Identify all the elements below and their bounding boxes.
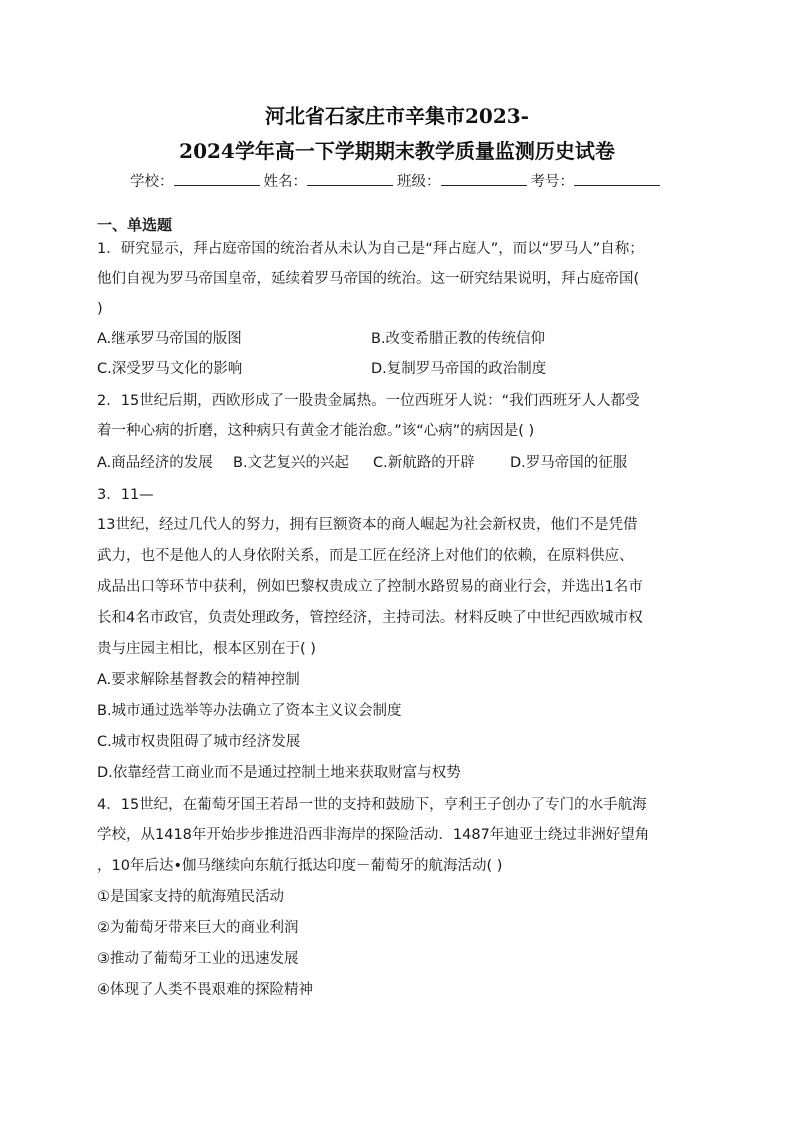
q4-stem-line: 学校，从1418年开始步步推进沿西非海岸的探险活动．1487年迪亚士绕过非洲好望角	[97, 827, 650, 843]
student-info-row	[0, 171, 794, 192]
q4-item-2: ②为葡萄牙带来巨大的商业利润	[97, 920, 299, 936]
q3-stem-line: 成品出口等环节中获利，例如巴黎权贵成立了控制水路贸易的商业行会，并选出1名市	[97, 579, 643, 595]
exam-title-line1: 河北省石家庄市辛集市2023-	[265, 104, 529, 128]
q3-option-d: D.依靠经营工商业而不是通过控制土地来获取财富与权势	[97, 765, 461, 781]
q3-stem-line: 13世纪，经过几代人的努力，拥有巨额资本的商人崛起为社会新权贵，他们不是凭借	[97, 517, 638, 533]
exam-number-label: 考号：	[530, 174, 574, 190]
q1-option-c: C.深受罗马文化的影响	[97, 361, 243, 377]
q2-stem-line: 着一种心病的折磨，这种病只有黄金才能治愈。”该“心病”的病因是( )	[97, 423, 535, 439]
q4-stem-line: 4．15世纪，在葡萄牙国王若昂一世的支持和鼓励下，亨利王子创办了专门的水手航海	[97, 797, 647, 813]
q1-stem-line: 1．研究显示，拜占庭帝国的统治者从未认为自己是“拜占庭人”，而以“罗马人”自称；	[97, 241, 644, 257]
q3-option-a: A.要求解除基督教会的精神控制	[97, 672, 300, 688]
q1-stem-line: 他们自视为罗马帝国皇帝，延续着罗马帝国的统治。这一研究结果说明，拜占庭帝国(	[97, 271, 640, 287]
q1-option-d: D.复制罗马帝国的政治制度	[371, 361, 547, 377]
q4-item-4: ④体现了人类不畏艰难的探险精神	[97, 982, 313, 998]
school-label: 学校：	[130, 174, 174, 190]
exam-title-line2: 2024学年高一下学期期末教学质量监测历史试卷	[179, 139, 615, 163]
class-label: 班级：	[397, 174, 441, 190]
q4-stem-line: ，10年后达•伽马继续向东航行抵达印度－葡萄牙的航海活动( )	[97, 858, 503, 874]
q2-option-c: C.新航路的开辟	[373, 455, 475, 471]
q3-stem-line: 长和4名市政官，负责处理政务，管控经济，主持司法。材料反映了中世纪西欧城市权	[97, 610, 643, 626]
q1-stem-line: )	[97, 301, 103, 317]
name-label: 姓名：	[263, 174, 307, 190]
q1-option-b: B.改变希腊正教的传统信仰	[371, 331, 546, 347]
class-blank[interactable]	[441, 171, 527, 186]
q3-option-b: B.城市通过选举等办法确立了资本主义议会制度	[97, 703, 402, 719]
school-blank[interactable]	[174, 171, 260, 186]
name-blank[interactable]	[307, 171, 393, 186]
q2-option-d: D.罗马帝国的征服	[510, 455, 628, 471]
q2-stem-line: 2．15世纪后期，西欧形成了一股贵金属热。一位西班牙人说：“我们西班牙人人都受	[97, 393, 640, 409]
q3-option-c: C.城市权贵阻碍了城市经济发展	[97, 734, 301, 750]
q2-option-b: B.文艺复兴的兴起	[233, 455, 350, 471]
q4-item-3: ③推动了葡萄牙工业的迅速发展	[97, 951, 299, 967]
q2-option-a: A.商品经济的发展	[97, 455, 213, 471]
q1-option-a: A.继承罗马帝国的版图	[97, 331, 242, 347]
q4-item-1: ①是国家支持的航海殖民活动	[97, 889, 284, 905]
q3-stem-line: 贵与庄园主相比，根本区别在于( )	[97, 641, 316, 657]
q3-stem-line: 武力，也不是他人的人身依附关系，而是工匠在经济上对他们的依赖，在原料供应、	[97, 548, 634, 564]
section-heading: 一、单选题	[97, 216, 173, 234]
q3-stem-line: 3．11—	[97, 487, 154, 503]
exam-number-blank[interactable]	[574, 171, 660, 186]
